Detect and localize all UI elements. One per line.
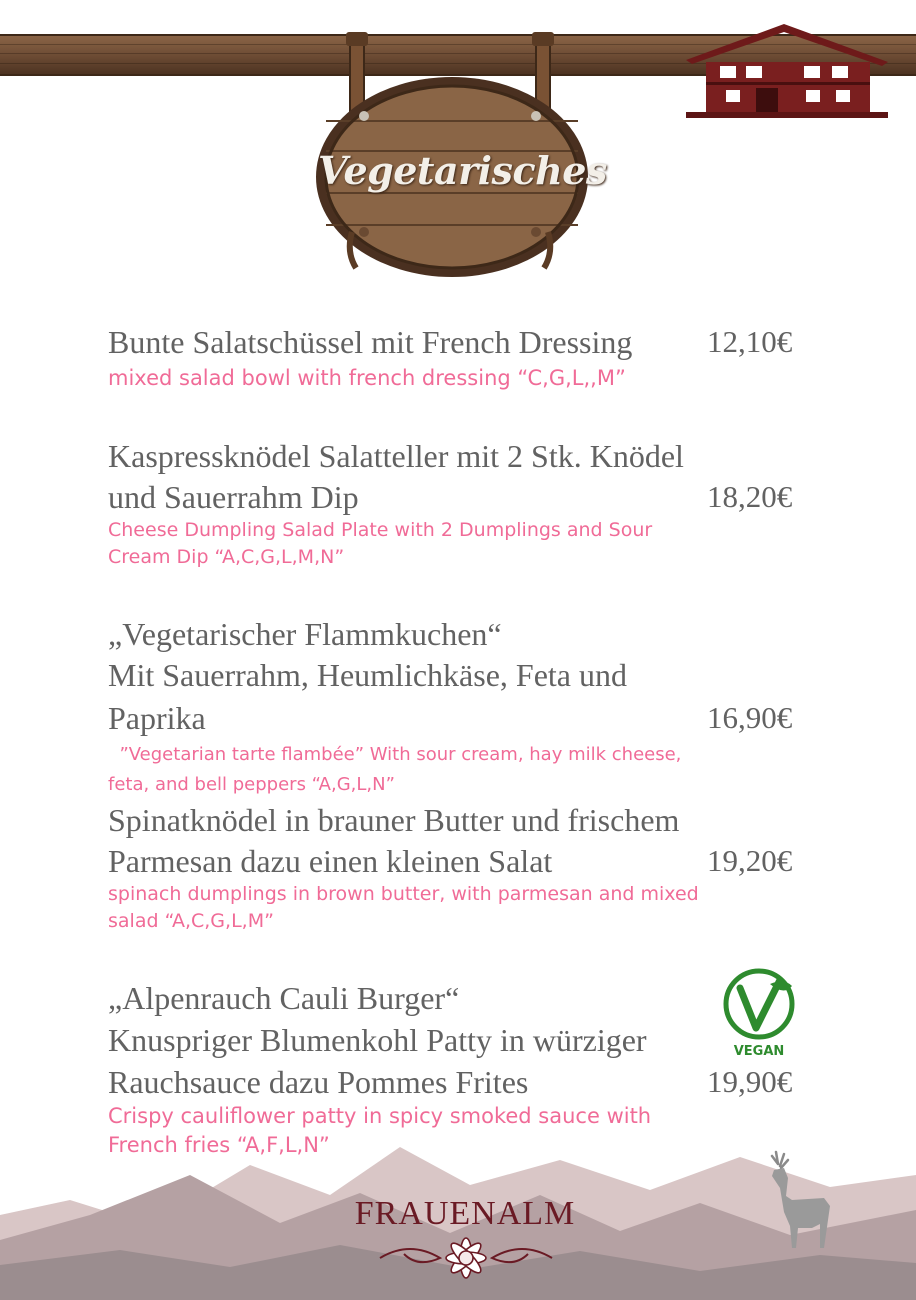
vegan-badge [720, 966, 798, 1058]
item-english: Cheese Dumpling Salad Plate with 2 Dumplings and Sour [108, 519, 653, 541]
item-english: French fries “A,F,L,N” [108, 1133, 330, 1157]
item-name: Kaspressknödel Salatteller mit 2 Stk. Knödel [108, 438, 684, 474]
item-name: „Vegetarischer Flammkuchen“ [108, 616, 502, 652]
item-name: „Alpenrauch Cauli Burger“ [108, 980, 460, 1016]
item-name: Bunte Salatschüssel mit French Dressing [108, 324, 633, 360]
vegan-label: VEGAN [733, 1044, 785, 1058]
item-name: und Sauerrahm Dip [108, 479, 359, 515]
item-english: mixed salad bowl with french dressing “C,G,L,,M” [108, 366, 626, 390]
vegan-leaf-icon [720, 966, 798, 1058]
item-price: 16,90€ [707, 700, 793, 735]
item-name: Mit Sauerrahm, Heumlichkäse, Feta und [108, 657, 627, 693]
item-price: 19,90€ [707, 1064, 793, 1099]
item-name: Spinatknödel in brauner Butter und frischem [108, 802, 680, 838]
deer-icon [758, 1148, 838, 1252]
item-english: feta, and bell peppers “A,G,L,N” [108, 774, 395, 795]
item-english: ”Vegetarian tarte flambée” With sour cream, hay milk cheese, [108, 744, 682, 765]
alpine-hut-icon [686, 22, 888, 118]
item-name: Rauchsauce dazu Pommes Frites [108, 1064, 529, 1100]
item-english: salad “A,C,G,L,M” [108, 910, 274, 932]
item-price: 18,20€ [707, 479, 793, 514]
brand-name: FRAUENALM [354, 1195, 576, 1232]
item-name: Knuspriger Blumenkohl Patty in würziger [108, 1022, 647, 1058]
item-english: spinach dumplings in brown butter, with parmesan and mixed [108, 883, 699, 905]
item-price: 12,10€ [707, 324, 793, 359]
item-price: 19,20€ [707, 843, 793, 878]
item-english: Cream Dip “A,C,G,L,M,N” [108, 546, 345, 568]
item-name: Paprika [108, 700, 206, 736]
item-name: Parmesan dazu einen kleinen Salat [108, 843, 553, 879]
sign-title: Vegetarisches [318, 148, 607, 193]
edelweiss-ornament-icon [376, 1228, 556, 1286]
item-english: Crispy cauliflower patty in spicy smoked sauce with [108, 1104, 652, 1128]
